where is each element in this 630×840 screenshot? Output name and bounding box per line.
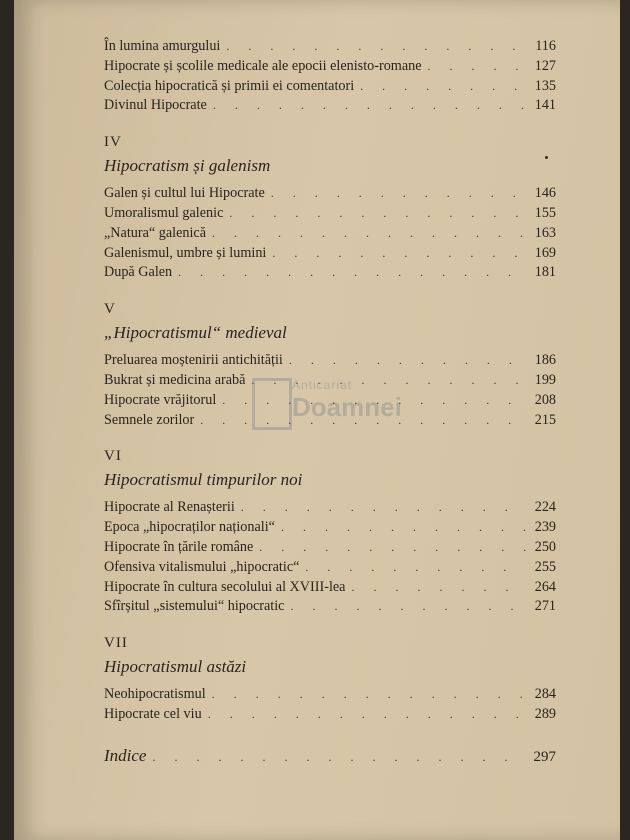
- toc-entry-title: Hipocrate în cultura secolului al XVIII-lea: [104, 578, 346, 595]
- toc-leader-dots: [241, 497, 526, 517]
- toc-entry-page: 255: [534, 558, 556, 575]
- section-number: V: [104, 301, 116, 318]
- toc-section-vi: [104, 447, 556, 616]
- toc-entry-title: În lumina amurgului: [104, 38, 221, 54]
- watermark-book-icon: [252, 378, 292, 430]
- toc-entry-page: 284: [534, 686, 556, 703]
- index-title: Indice: [104, 745, 147, 765]
- toc-entry: [104, 596, 556, 616]
- toc-leader-dots: [351, 577, 526, 597]
- toc-entry-title: Preluarea moștenirii antichității: [104, 352, 283, 369]
- watermark-line2: Doamnei: [292, 392, 402, 422]
- toc-entry-title: Hipocrate în țările române: [104, 538, 254, 555]
- toc-entry: [104, 223, 556, 243]
- toc-entry: [104, 517, 556, 537]
- toc-entry-page: 163: [534, 224, 556, 241]
- section-title: Hipocratism și galenism: [104, 156, 271, 176]
- toc-entry: [104, 76, 556, 96]
- toc-leader-dots: [428, 56, 526, 76]
- toc-entry-page: 181: [534, 264, 556, 281]
- toc-entry-title: Hipocrate și școlile medicale ale epocii elenisto-romane: [104, 57, 422, 74]
- toc-leader-dots: [259, 537, 526, 557]
- book-page: [14, 0, 620, 840]
- toc-entry: [104, 497, 556, 517]
- toc-entry-page: 186: [534, 352, 556, 369]
- toc-entry-page: 224: [534, 499, 556, 516]
- toc-entry-title: „Natura“ galenică: [104, 224, 207, 241]
- toc-leader-dots: [213, 95, 526, 115]
- toc-leader-dots: [212, 223, 526, 243]
- toc-entry-title: Colecția hipocratică și primii ei comentatori: [104, 77, 355, 94]
- section-title: „Hipocratismul“ medieval: [104, 323, 287, 343]
- section-title: Hipocratismul astăzi: [104, 657, 247, 677]
- toc-leader-dots: [360, 76, 526, 96]
- section-number: IV: [104, 134, 122, 151]
- toc-leader-dots: [305, 557, 526, 577]
- watermark-logo: [252, 378, 432, 448]
- toc-entry: [104, 262, 556, 282]
- toc-entry-page: 289: [534, 705, 556, 722]
- section-number: VI: [104, 448, 122, 465]
- toc-index-entry: [104, 746, 556, 766]
- toc-entry-page: 127: [534, 57, 556, 74]
- toc-entry-page: 215: [534, 411, 556, 428]
- toc-entry-title: Sfîrșitul „sistemului“ hipocratic: [104, 598, 285, 615]
- toc-entry: [104, 704, 556, 724]
- toc-entry: [104, 350, 556, 370]
- toc-entry-title: Galen și cultul lui Hipocrate: [104, 185, 265, 202]
- toc-leader-dots: [272, 243, 526, 263]
- toc-entry-title: Umoralismul galenic: [104, 204, 224, 221]
- toc-entry-page: 116: [535, 38, 556, 54]
- toc-entry-page: 239: [534, 519, 556, 536]
- toc-entry-page: 141: [534, 97, 556, 114]
- toc-entry-page: 155: [534, 204, 556, 221]
- toc-leader-dots: [281, 517, 526, 537]
- toc-leader-dots: [289, 350, 526, 370]
- toc-leader-dots: [226, 36, 526, 56]
- toc-entry-title: Semnele zorilor: [104, 411, 195, 428]
- toc-entry-page: 135: [534, 77, 556, 94]
- toc-section-iv: [104, 133, 556, 282]
- toc-entry-page: 264: [534, 578, 556, 595]
- toc-entry: [104, 203, 556, 223]
- toc-leader-dots: [271, 183, 526, 203]
- toc-entry-title: După Galen: [104, 264, 173, 281]
- toc-top-group: [104, 36, 556, 115]
- section-title: Hipocratismul timpurilor noi: [104, 470, 303, 490]
- toc-entry-page: 146: [534, 185, 556, 202]
- toc-entry-page: 208: [534, 391, 556, 408]
- toc-entry-page: 250: [534, 538, 556, 555]
- toc-entry-title: Neohipocratismul: [104, 686, 206, 703]
- toc-leader-dots: [212, 684, 526, 704]
- toc-entry-title: Hipocrate vrăjitorul: [104, 391, 217, 408]
- toc-leader-dots: [290, 596, 526, 616]
- watermark-line1: Anticariat: [292, 378, 353, 392]
- toc-section-vii: [104, 634, 556, 724]
- toc-entry-title: Hipocrate al Renașterii: [104, 499, 235, 516]
- toc-entry: [104, 557, 556, 577]
- toc-entry-page: 271: [534, 598, 556, 615]
- toc-entry-title: Ofensiva vitalismului „hipocratic“: [104, 558, 300, 575]
- toc-leader-dots: [178, 262, 526, 282]
- toc-entry: [104, 36, 556, 56]
- toc-entry-page: 199: [534, 371, 556, 388]
- toc-entry-title: Epoca „hipocraților naționali“: [104, 519, 275, 536]
- toc-entry: [104, 537, 556, 557]
- toc-leader-dots: [152, 747, 526, 767]
- toc-entry-title: Hipocrate cel viu: [104, 705, 202, 722]
- toc-entry-title: Bukrat și medicina arabă: [104, 371, 246, 388]
- toc-entry: [104, 577, 556, 597]
- toc-leader-dots: [208, 704, 526, 724]
- toc-entry: [104, 183, 556, 203]
- index-page: 297: [533, 748, 556, 765]
- toc-entry-title: Galenismul, umbre și lumini: [104, 244, 267, 261]
- toc-entry-title: Divinul Hipocrate: [104, 97, 207, 114]
- toc-entry: [104, 684, 556, 704]
- section-number: VII: [104, 635, 128, 652]
- toc-entry: [104, 243, 556, 263]
- toc-entry: [104, 56, 556, 76]
- toc-leader-dots: [229, 203, 526, 223]
- toc-entry: [104, 95, 556, 115]
- toc-entry-page: 169: [534, 244, 556, 261]
